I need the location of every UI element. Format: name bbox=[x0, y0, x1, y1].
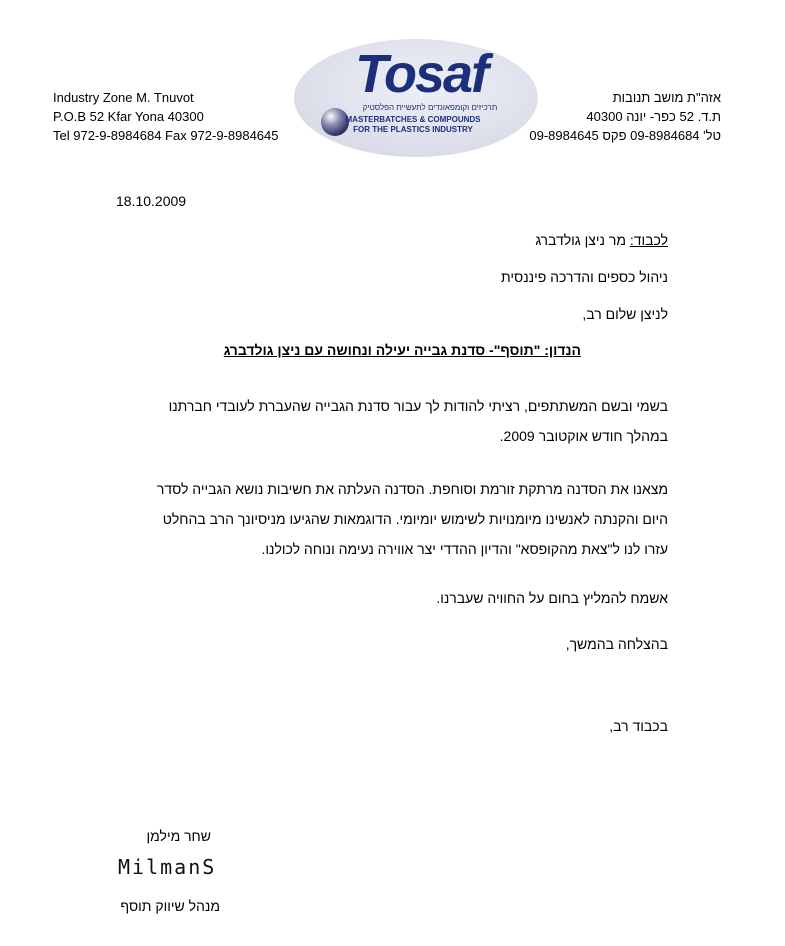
paragraph-3: אשמח להמליץ בחום על החוויה שעברנו. bbox=[436, 590, 668, 606]
hebrew-address-line-3: טל' 09-8984684 פקס 09-8984645 bbox=[529, 128, 721, 143]
to-name: מר ניצן גולדברג bbox=[535, 232, 626, 248]
logo-wordmark: Tosaf bbox=[355, 44, 488, 104]
english-address-line-3: Tel 972-9-8984684 Fax 972-9-8984645 bbox=[53, 128, 279, 143]
english-address-line-1: Industry Zone M. Tnuvot bbox=[53, 90, 194, 105]
to-label: לכבוד: bbox=[629, 232, 668, 248]
recipient-line bbox=[535, 232, 668, 248]
hebrew-address-line-2: ת.ד. 52 כפר- יונה 40300 bbox=[586, 109, 721, 124]
paragraph-2-line-3: עזרו לנו ל"צאת מהקופסא" והדיון ההדדי יצר אווירה נעימה ונוחה לכולנו. bbox=[261, 541, 668, 557]
paragraph-2 bbox=[128, 474, 668, 564]
logo-tagline-english bbox=[323, 115, 503, 135]
hebrew-address-line-1: אזה"ת מושב תנובות bbox=[612, 90, 721, 105]
signature: MilmanS bbox=[118, 855, 217, 879]
paragraph-1-line-2: במהלך חודש אוקטובר 2009. bbox=[499, 428, 668, 444]
closing-line: בכבוד רב, bbox=[609, 718, 668, 734]
paragraph-1-line-1: בשמי ובשם המשתתפים, רציתי להודות לך עבור סדנת הגבייה שהעברת לעובדי חברתנו bbox=[168, 398, 668, 414]
paragraph-2-line-2: היום והקנתה לאנשינו מיומנויות לשימוש יומיומי. הדוגמאות שהגיעו מניסיונך הרב בהחלט bbox=[162, 511, 668, 527]
hebrew-address bbox=[529, 88, 721, 145]
logo-tagline-hebrew: תרכיזים וקומפאונדים לתעשיית הפלסטיק bbox=[362, 103, 498, 112]
subject-line bbox=[224, 342, 581, 358]
greeting: לניצן שלום רב, bbox=[582, 306, 668, 322]
company-logo bbox=[293, 38, 539, 158]
letter-date: 18.10.2009 bbox=[116, 193, 187, 209]
subject-text: "תוסף"- סדנת גבייה יעילה ונחושה עם ניצן גולדברג bbox=[223, 342, 541, 358]
to-company: ניהול כספים והדרכה פיננסית bbox=[500, 269, 668, 285]
logo-tagline-english-line-1: MASTERBATCHES & COMPOUNDS bbox=[345, 115, 481, 124]
logo-tagline-english-line-2: FOR THE PLASTICS INDUSTRY bbox=[353, 125, 473, 134]
signer-name: שחר מילמן bbox=[146, 828, 211, 844]
subject-label: הנדון: bbox=[544, 342, 581, 358]
signer-title: מנהל שיווק תוסף bbox=[120, 898, 220, 914]
paragraph-1 bbox=[128, 391, 668, 451]
paragraph-2-line-1: מצאנו את הסדנה מרתקת זורמת וסוחפת. הסדנה העלתה את חשיבות נושא הגבייה לסדר bbox=[156, 481, 668, 497]
english-address bbox=[53, 88, 279, 145]
english-address-line-2: P.O.B 52 Kfar Yona 40300 bbox=[53, 109, 204, 124]
wish-line: בהצלחה בהמשך, bbox=[565, 636, 668, 652]
